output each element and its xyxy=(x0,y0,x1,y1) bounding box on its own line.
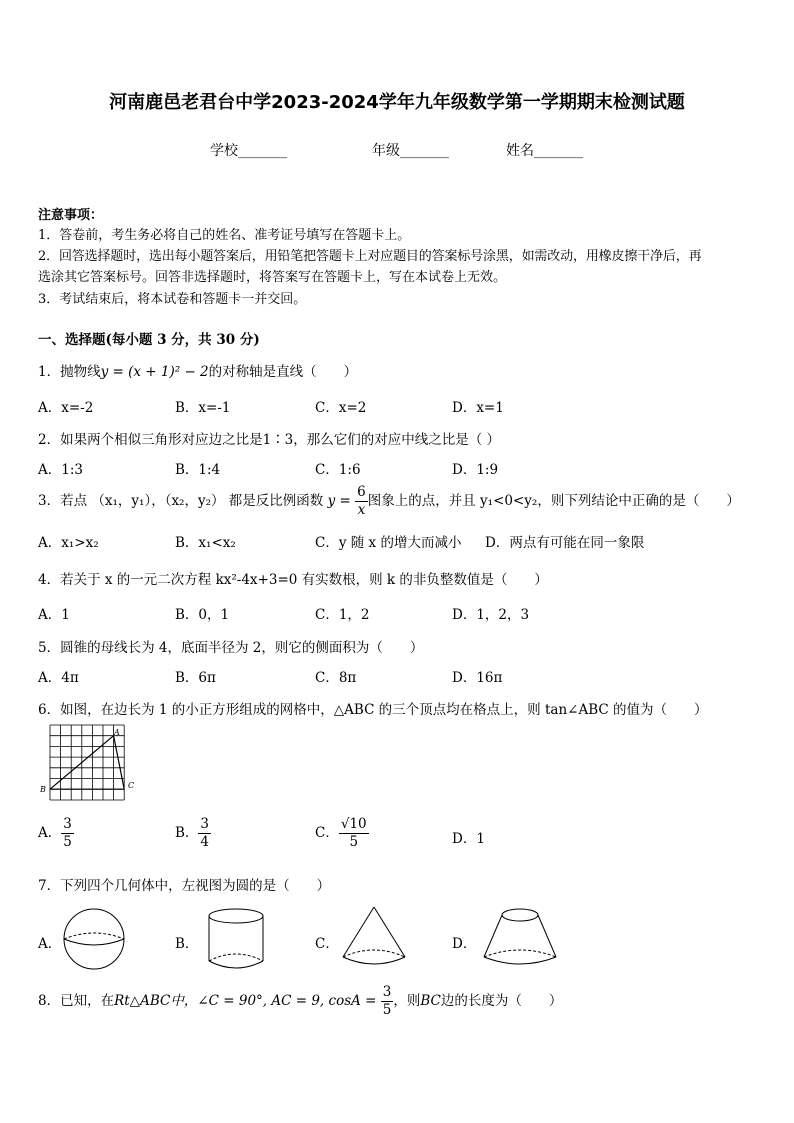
question-7: 7．下列四个几何体中，左视图为圆的是（ ） xyxy=(38,878,331,894)
q1-suffix: 的对称轴是直线（ ） xyxy=(208,364,358,380)
q8-suffix: ，则 xyxy=(393,993,421,1009)
grid-figure xyxy=(40,722,140,802)
q2-option-a: A．1:3 xyxy=(38,462,83,478)
q3-suffix: 图象上的点，并且 y₁<0<y₂，则下列结论中正确的是（ ） xyxy=(367,493,740,509)
q6-option-a xyxy=(38,816,74,851)
q3-fraction xyxy=(355,484,368,519)
q6-b-label: B． xyxy=(175,825,199,841)
q3-prefix: 3．若点 （x₁，y₁），（x₂，y₂） 都是反比例函数 xyxy=(38,493,324,509)
q3-func-y: y = xyxy=(327,493,351,509)
q6-b-num: 3 xyxy=(200,816,210,832)
vertex-b-label: B xyxy=(40,785,46,794)
q8-fraction xyxy=(381,984,394,1019)
q5-option-c: C．8π xyxy=(315,670,357,686)
q2-option-b: B．1:4 xyxy=(175,462,221,478)
q5-option-d: D．16π xyxy=(452,670,503,686)
note-2-line-2: 选涂其它答案标号。回答非选择题时，将答案写在答题卡上，写在本试卷上无效。 xyxy=(38,270,507,285)
question-6: 6．如图，在边长为 1 的小正方形组成的网格中，△ABC 的三个顶点均在格点上，则 tan∠ABC 的值为（ ） xyxy=(38,702,708,718)
q5-option-a: A．4π xyxy=(38,670,79,686)
q4-option-b: B．0，1 xyxy=(175,607,230,623)
cone-figure xyxy=(340,905,408,971)
q6-b-fraction xyxy=(198,816,211,851)
q6-a-label: A． xyxy=(38,825,62,841)
q8-prefix: 8．已知，在 xyxy=(38,993,115,1009)
question-1 xyxy=(38,360,357,380)
q1-option-d: D．x=1 xyxy=(452,400,504,416)
q1-option-b: B．x=-1 xyxy=(175,400,231,416)
note-3: 3．考试结束后，将本试卷和答题卡一并交回。 xyxy=(38,292,307,307)
q3-option-a: A．x₁>x₂ xyxy=(38,535,99,551)
q6-a-num: 3 xyxy=(63,816,72,832)
q3-frac-den: x xyxy=(357,502,366,518)
question-2: 2．如果两个相似三角形对应边之比是1∶3，那么它们的对应中线之比是（ ） xyxy=(38,432,501,448)
q5-option-b: B．6π xyxy=(175,670,216,686)
question-4: 4．若关于 x 的一元二次方程 kx²-4x+3=0 有实数根，则 k 的非负整数值是（ ） xyxy=(38,572,548,588)
q8-end: 边的长度为（ ） xyxy=(440,993,563,1009)
name-field: 姓名_______ xyxy=(506,143,583,159)
q6-b-den: 4 xyxy=(200,834,210,850)
q6-a-den: 5 xyxy=(63,834,72,850)
q3-frac-num: 6 xyxy=(357,484,366,500)
q6-a-fraction xyxy=(61,816,74,851)
q7-option-a-label: A． xyxy=(38,936,62,952)
q8-conditions: 中，∠C = 90°, AC = 9, cosA = xyxy=(170,993,377,1009)
q8-side: BC xyxy=(420,993,441,1009)
q2-option-c: C．1:6 xyxy=(315,462,361,478)
triangle-abc xyxy=(50,736,124,790)
question-5: 5．圆锥的母线长为 4，底面半径为 2，则它的侧面积为（ ） xyxy=(38,640,424,656)
q6-c-num: √10 xyxy=(340,816,367,832)
q4-option-c: C．1，2 xyxy=(315,607,370,623)
q1-prefix: 1．抛物线 xyxy=(38,364,101,380)
q8-frac-num: 3 xyxy=(382,984,392,1000)
vertex-c-label: C xyxy=(128,781,135,790)
q2-option-d: D．1:9 xyxy=(452,462,499,478)
q8-triangle: Rt△ABC xyxy=(114,993,171,1009)
note-1: 1．答卷前，考生务必将自己的姓名、准考证号填写在答题卡上。 xyxy=(38,228,411,243)
q1-option-c: C．x=2 xyxy=(315,400,367,416)
section-heading: 一、选择题(每小题 3 分，共 30 分) xyxy=(38,332,260,348)
q6-c-den: 5 xyxy=(349,834,359,850)
q3-option-d: D．两点有可能在同一象限 xyxy=(485,535,645,551)
q7-option-b-label: B． xyxy=(175,936,199,952)
notes-heading: 注意事项： xyxy=(38,208,104,223)
q1-formula: y = (x + 1)² − 2 xyxy=(100,364,209,380)
grade-field: 年级_______ xyxy=(372,143,449,159)
q3-option-c: C．y 随 x 的增大而减小 xyxy=(315,535,462,551)
q8-frac-den: 5 xyxy=(382,1002,392,1018)
q7-option-d-label: D． xyxy=(452,936,477,952)
page-title: 河南鹿邑老君台中学2023-2024学年九年级数学第一学期期末检测试题 xyxy=(109,92,685,113)
q6-option-c xyxy=(315,816,369,851)
q6-c-fraction xyxy=(339,816,369,851)
q4-option-a: A．1 xyxy=(38,607,70,623)
q7-option-c-label: C． xyxy=(315,936,339,952)
school-field: 学校_______ xyxy=(210,143,287,159)
vertex-a-label: A xyxy=(114,728,120,737)
q1-option-a: A．x=-2 xyxy=(38,400,94,416)
frustum-figure xyxy=(480,905,560,971)
cylinder-figure xyxy=(204,907,268,971)
q6-option-d: D．1 xyxy=(452,831,485,847)
sphere-figure xyxy=(62,907,126,971)
q4-option-d: D．1，2，3 xyxy=(452,607,530,623)
question-3 xyxy=(38,484,740,519)
q6-c-label: C． xyxy=(315,825,339,841)
q6-option-b xyxy=(175,816,211,851)
question-8 xyxy=(38,984,562,1019)
q3-option-b: B．x₁<x₂ xyxy=(175,535,236,551)
note-2-line-1: 2．回答选择题时，选出每小题答案后，用铅笔把答题卡上对应题目的答案标号涂黑，如需改动，用橡皮擦干净后，再 xyxy=(38,249,702,264)
